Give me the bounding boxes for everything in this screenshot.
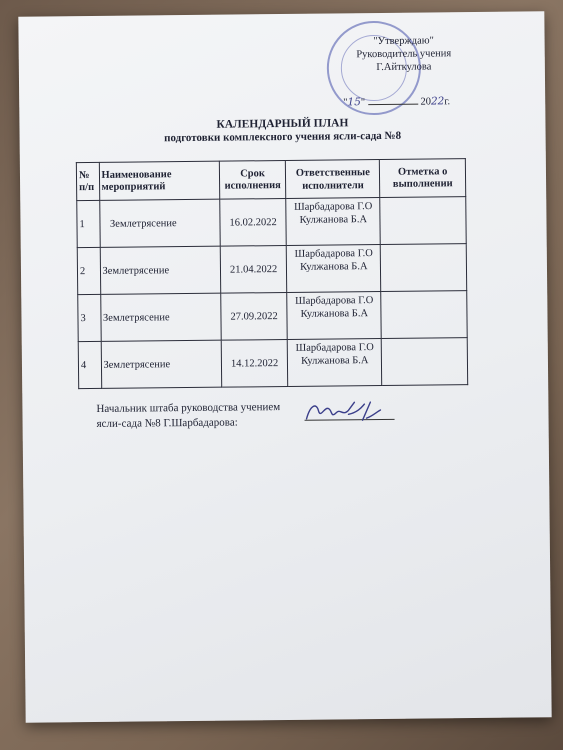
header-resp: Ответственные исполнители <box>286 159 380 198</box>
table-row <box>78 291 467 342</box>
resp-1: Шарбадарова Г.О <box>295 342 374 354</box>
handwritten-signature <box>302 398 382 425</box>
resp-2: Кулжанова Б.А <box>300 261 368 273</box>
approval-block <box>339 34 469 109</box>
cell-num: 1 <box>77 200 100 247</box>
footer-line1: Начальник штаба руководства учением <box>96 401 281 415</box>
plan-table <box>76 158 468 389</box>
resp-2: Кулжанова Б.А <box>301 355 369 367</box>
cell-name: Землетрясение <box>99 199 220 247</box>
date-year-suffix: 22 <box>430 95 445 108</box>
cell-date: 21.04.2022 <box>220 245 287 293</box>
document-page <box>18 11 551 722</box>
cell-resp <box>287 291 381 339</box>
header-num: № п/п <box>76 162 99 200</box>
resp-1: Шарбадарова Г.О <box>294 201 373 213</box>
approval-line2: Руководитель учения <box>356 48 452 61</box>
cell-date: 27.09.2022 <box>220 292 287 340</box>
resp-2: Кулжанова Б.А <box>299 214 368 226</box>
cell-name: Землетрясение <box>100 293 221 341</box>
approval-date <box>343 95 473 109</box>
resp-2: Кулжанова Б.А <box>300 308 369 320</box>
date-prefix: " <box>343 97 348 109</box>
approval-line1: "Утверждаю" <box>373 35 434 48</box>
cell-name: Землетрясение <box>101 340 222 388</box>
table-row <box>77 244 466 295</box>
cell-num: 2 <box>77 247 100 294</box>
document-subtitle: подготовки комплексного учения ясли-сада №8 <box>164 129 402 145</box>
resp-1: Шарбадарова Г.О <box>295 295 374 307</box>
cell-mark <box>381 244 467 292</box>
table-header-row <box>76 159 465 201</box>
cell-date: 16.02.2022 <box>220 198 287 246</box>
cell-num: 4 <box>78 341 101 388</box>
date-mid: " <box>360 97 366 109</box>
signature-block <box>96 400 280 432</box>
date-end: г. <box>444 96 451 108</box>
cell-name: Землетрясение <box>100 246 221 294</box>
footer-line2: ясли-сада №8 Г.Шарбадарова: <box>96 416 238 430</box>
cell-mark <box>380 197 466 245</box>
cell-resp <box>288 338 382 386</box>
cell-num: 3 <box>78 294 101 341</box>
cell-resp <box>286 197 380 245</box>
cell-mark <box>382 338 468 386</box>
document-title: КАЛЕНДАРНЫЙ ПЛАН <box>216 117 349 131</box>
header-mark: Отметка о выполнении <box>380 159 466 198</box>
table-row <box>77 197 466 248</box>
cell-resp <box>287 244 381 292</box>
table-row <box>78 338 467 389</box>
date-year-prefix: 20 <box>420 96 432 108</box>
resp-1: Шарбадарова Г.О <box>294 248 373 260</box>
approval-line3: Г.Айткулова <box>376 61 432 74</box>
header-date: Срок исполнения <box>219 160 286 199</box>
date-day: 15 <box>347 96 361 109</box>
header-name: Наименование мероприятий <box>99 161 220 200</box>
cell-date: 14.12.2022 <box>221 339 288 387</box>
cell-mark <box>381 291 467 339</box>
